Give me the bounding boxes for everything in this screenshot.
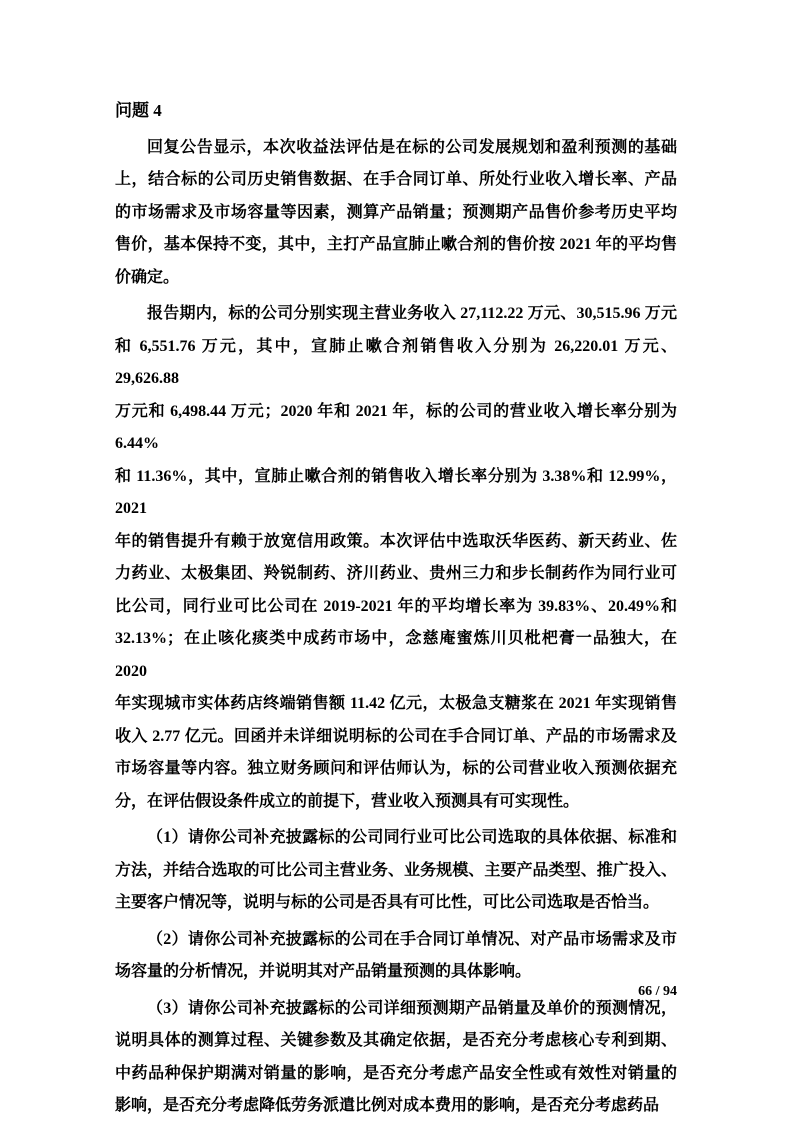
text-line: 32.13%；在止咳化痰类中成药市场中，念慈庵蜜炼川贝枇杷膏一品独大，在 2020 (115, 630, 677, 680)
text-line: 的市场需求及市场容量等因素，测算产品销量；预测期产品售价参考历史平均 (115, 203, 677, 221)
text-line: 报告期内，标的公司分别实现主营业务收入 27,112.22 万元、30,515.96 万元 (147, 305, 677, 322)
text-line: （3）请你公司补充披露标的公司详细预测期产品销量及单价的预测情况， (147, 999, 677, 1017)
text-line: 万元和 6,498.44 万元；2020 年和 2021 年，标的公司的营业收入增长率分别为 6.44% (115, 402, 677, 452)
paragraph (115, 822, 677, 920)
paragraph (115, 132, 677, 295)
text-line: 影响，是否充分考虑降低劳务派遣比例对成本费用的影响，是否充分考虑药品 (115, 1097, 660, 1114)
text-line: 分，在评估假设条件成立的前提下，营业收入预测具有可实现性。 (115, 792, 580, 810)
text-line: 比公司，同行业可比公司在 2019-2021 年的平均增长率为 39.83%、20.49%和 (115, 597, 677, 615)
text-line: 方法，并结合选取的可比公司主营业务、业务规模、主要产品类型、推广投入、 (115, 861, 677, 879)
document-content (115, 95, 677, 1122)
text-line: 场容量的分析情况，并说明其对产品销量预测的具体影响。 (115, 963, 532, 980)
text-line: 和 6,551.76 万元，其中，宣肺止嗽合剂销售收入分别为 26,220.01 万元、29,626.88 (115, 337, 677, 387)
page-title: 问题 4 (115, 101, 162, 120)
text-line: 年的销售提升有赖于放宽信用政策。本次评估中选取沃华医药、新天药业、佐 (115, 532, 677, 550)
text-line: 主要客户情况等，说明与标的公司是否具有可比性，可比公司选取是否恰当。 (115, 894, 660, 911)
paragraph (115, 298, 677, 818)
text-line: （2）请你公司补充披露标的公司在手合同订单情况、对产品市场需求及市 (147, 930, 677, 948)
paragraph (115, 993, 677, 1122)
text-line: 中药品种保护期满对销量的影响，是否充分考虑产品安全性或有效性对销量的 (115, 1064, 677, 1082)
text-line: 上，结合标的公司历史销售数据、在手合同订单、所处行业收入增长率、产品 (115, 171, 677, 188)
text-line: 售价，基本保持不变，其中，主打产品宣肺止嗽合剂的售价按 2021 年的平均售 (115, 236, 677, 253)
text-line: 回复公告显示，本次收益法评估是在标的公司发展规划和盈利预测的基础 (147, 138, 677, 156)
text-line: 市场容量等内容。独立财务顾问和评估师认为，标的公司营业收入预测依据充 (115, 760, 677, 777)
paragraph (115, 924, 677, 989)
document-body (115, 132, 677, 1122)
text-line: 年实现城市实体药店终端销售额 11.42 亿元，太极急支糖浆在 2021 年实现销售 (115, 695, 677, 712)
text-line: 收入 2.77 亿元。回函并未详细说明标的公司在手合同订单、产品的市场需求及 (115, 727, 677, 745)
page-number: 66 / 94 (638, 984, 677, 999)
text-line: 力药业、太极集团、羚锐制药、济川药业、贵州三力和步长制药作为同行业可 (115, 565, 677, 582)
text-line: 价确定。 (115, 268, 180, 286)
text-line: （1）请你公司补充披露标的公司同行业可比公司选取的具体依据、标准和 (147, 829, 677, 846)
text-line: 和 11.36%，其中，宣肺止嗽合剂的销售收入增长率分别为 3.38%和 12.99%，2021 (115, 467, 677, 517)
text-line: 说明具体的测算过程、关键参数及其确定依据，是否充分考虑核心专利到期、 (115, 1032, 677, 1049)
